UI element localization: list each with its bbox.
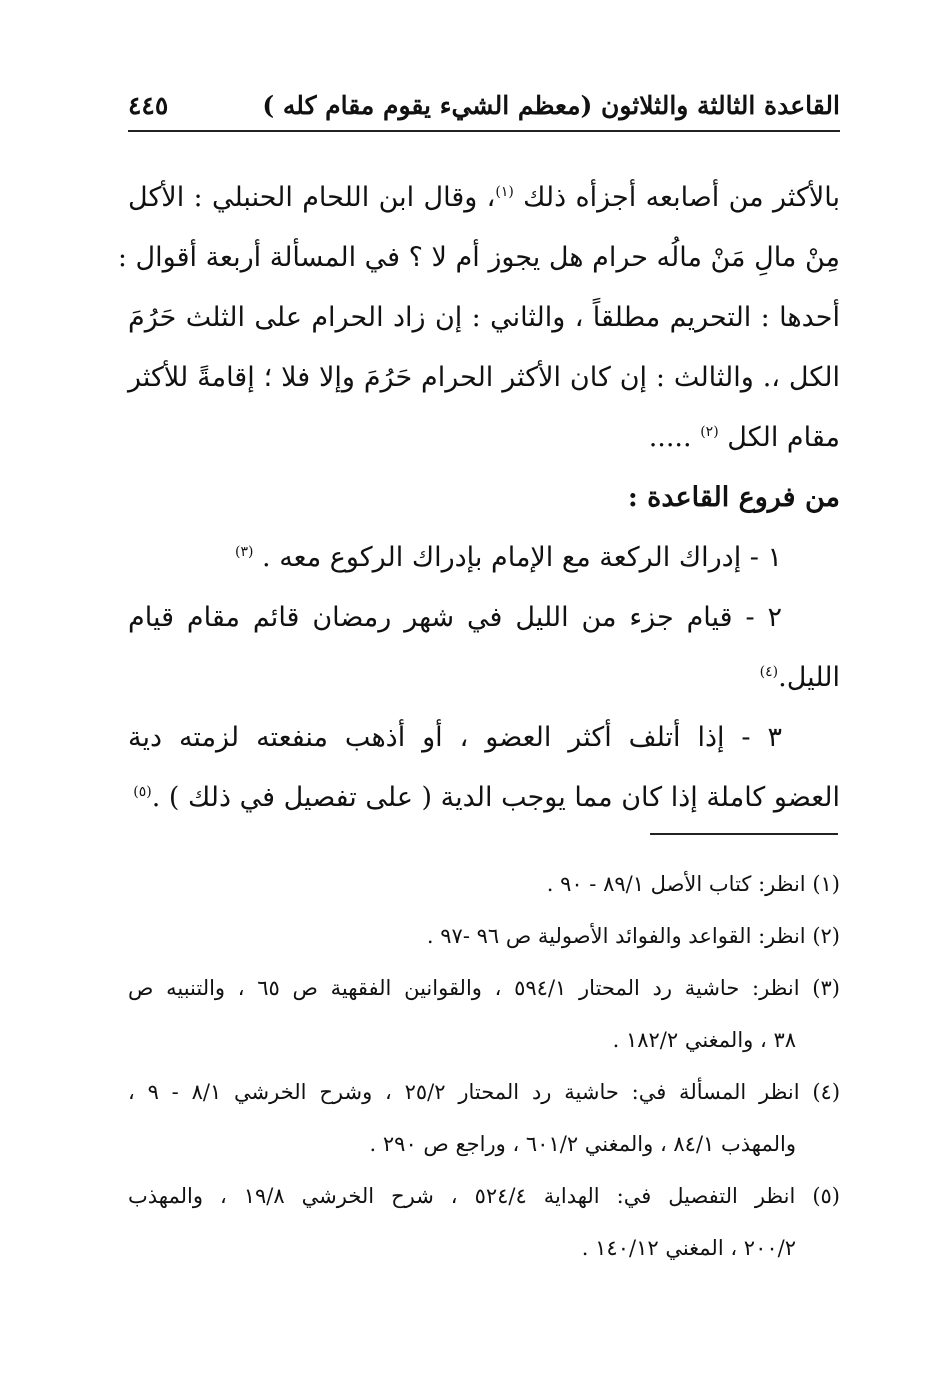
section-heading: من فروع القاعدة : [627,482,840,513]
list-item-text: الليل. [778,662,840,693]
footnote-ref-3: (٣) [234,544,254,560]
footnote-5: (٥) انظر التفصيل في: الهداية ٥٢٤/٤ ، شرح الخرشي ١٩/٨ ، والمهذب [128,1184,840,1208]
running-header [128,80,840,132]
list-item-3: ٣ - إذا أتلف أكثر العضو ، أو أذهب منفعته لزمته دية [128,722,782,753]
body-text-run: ، وقال ابن اللحام الحنبلي : الأكل [128,182,496,213]
footnotes [128,858,840,1274]
list-item-3-cont [128,768,840,828]
list-item-text: العضو كاملة إذا كان مما يوجب الدية ( على تفصيل في ذلك ) . [151,782,840,813]
body-text [117,168,840,828]
footnote-ref-1: (١) [495,184,514,200]
footnote-3-cont: ٣٨ ، والمغني ١٨٢/٢ . [612,1028,796,1052]
footnote-1: (١) انظر: كتاب الأصل ٨٩/١ - ٩٠ . [546,872,840,896]
list-item-1 [128,528,840,588]
footnote-5-cont: ٢٠٠/٢ ، المغني ١٤٠/١٢ . [581,1236,796,1260]
list-item-text: ١ - إدراك الركعة مع الإمام بإدراك الركوع معه . [262,542,782,573]
body-text-run: بالأكثر من أصابعه أجزأه ذلك [523,182,840,213]
header-title: القاعدة الثالثة والثلاثون (معظم الشيء يقوم مقام كله ) [262,90,840,120]
page-number: ٤٤٥ [128,90,169,120]
footnote-ref-2: (٢) [700,424,719,440]
body-line-5 [128,408,840,468]
footnote-separator [650,833,838,835]
footnote-2: (٢) انظر: القواعد والفوائد الأصولية ص ٩٦ -٩٧ . [426,924,840,948]
body-line-2: مِنْ مالِ مَنْ مالُه حرام هل يجوز أم لا ؟ في المسألة أربعة أقوال : [117,242,840,273]
footnote-3: (٣) انظر: حاشية رد المحتار ٥٩٤/١ ، والقوانين الفقهية ص ٦٥ ، والتنبيه ص [128,976,840,1000]
footnote-4: (٤) انظر المسألة في: حاشية رد المحتار ٢٥/٢ ، وشرح الخرشي ٨/١ - ٩ ، [128,1080,841,1104]
body-text-run: مقام الكل [727,422,840,453]
list-item-2: ٢ - قيام جزء من الليل في شهر رمضان قائم مقام قيام [128,602,782,633]
footnote-ref-5: (٥) [133,784,152,800]
ellipsis: ..... [648,422,692,453]
body-line-1 [128,168,840,228]
footnote-4-cont: والمهذب ٨٤/١ ، والمغني ٦٠١/٢ ، وراجع ص ٢٩٠ . [369,1132,796,1156]
body-line-3: أحدها : التحريم مطلقاً ، والثاني : إن زاد الحرام على الثلث حَرُمَ [128,302,840,333]
list-item-2-cont [128,648,840,708]
footnote-ref-4: (٤) [759,664,779,680]
body-line-4: الكل ،. والثالث : إن كان الأكثر الحرام حَرُمَ وإلا فلا ؛ إقامةً للأكثر [128,362,840,393]
